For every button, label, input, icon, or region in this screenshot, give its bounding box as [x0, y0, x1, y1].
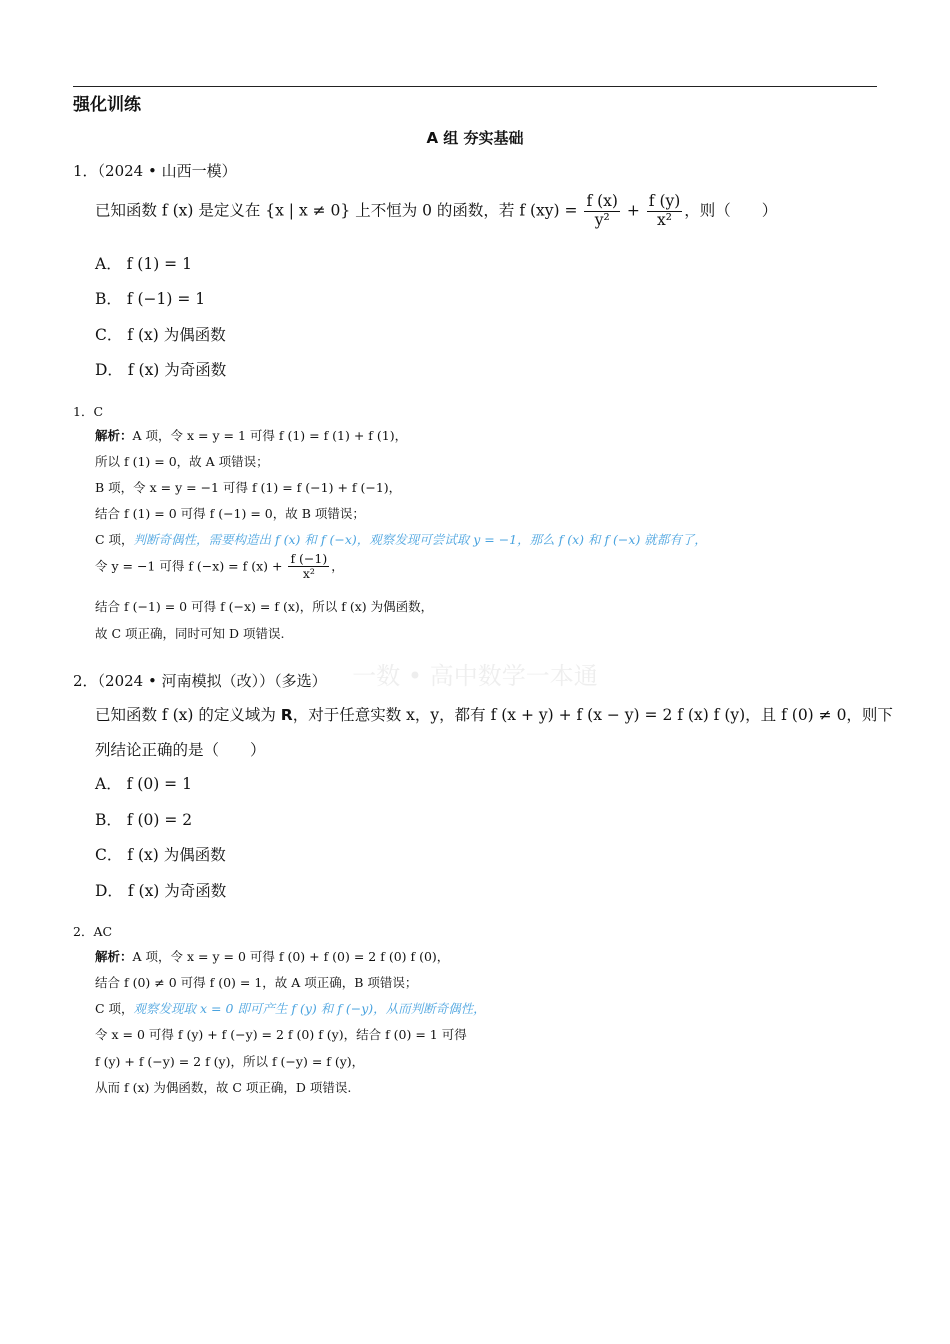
answer-2-line: 令 x = 0 可得 f (y) + f (−y) = 2 f (0) f (y)，结合 f (0) = 1 可得	[95, 1027, 467, 1042]
option-a: A． f (1) = 1	[95, 255, 192, 273]
answer-text: A 项，令 x = y = 1 可得 f (1) = f (1) + f (1)，	[132, 428, 408, 443]
group-title: A 组 夯实基础	[426, 129, 524, 147]
answer-text: 令 y = −1 可得 f (−x) = f (x) +	[95, 558, 287, 574]
question-2-stem	[95, 703, 893, 725]
question-1-heading: 1．（2024 • 山西一模）	[73, 162, 237, 180]
real-set-symbol: R	[280, 706, 293, 724]
hint-text: 判断奇偶性，需要构造出 f (x) 和 f (−x)，观察发现可尝试取 y = −1，那么 f (x) 和 f (−x) 就都有了，	[133, 532, 707, 547]
fraction-denominator: y²	[594, 210, 610, 229]
option-d: D． f (x) 为奇函数	[95, 361, 227, 379]
question-1-stem	[95, 193, 777, 230]
option-b: B． f (0) = 2	[95, 811, 193, 829]
analysis-label: 解析：	[95, 428, 133, 443]
answer-1-number: 1．C	[73, 404, 104, 419]
answer-text: C 项，	[95, 532, 134, 547]
fraction	[647, 193, 683, 230]
answer-1-line	[95, 426, 407, 444]
hint-text: 观察发现取 x = 0 即可产生 f (y) 和 f (−y)，从而判断奇偶性，	[133, 1001, 486, 1016]
stem-text: ，对于任意实数 x，y，都有 f (x + y) + f (x − y) = 2 f (x) f (y)，且 f (0) ≠ 0，则下	[292, 706, 893, 724]
option-d: D． f (x) 为奇函数	[95, 882, 227, 900]
answer-1-line	[95, 552, 344, 582]
fraction	[584, 193, 620, 230]
plus-sign: +	[621, 201, 645, 220]
answer-text: C 项，	[95, 1001, 134, 1016]
stem-text: 已知函数 f (x) 是定义在 {x | x ≠ 0} 上不恒为 0 的函数，若 f (xy) =	[95, 201, 583, 220]
top-rule	[73, 86, 877, 87]
fraction-numerator: f (−1)	[290, 551, 328, 566]
fraction-denominator: x²	[657, 210, 673, 229]
fraction-numerator: f (y)	[648, 192, 681, 210]
answer-1-line: B 项，令 x = y = −1 可得 f (1) = f (−1) + f (−1)，	[95, 480, 402, 495]
stem-text: 已知函数 f (x) 的定义域为	[95, 706, 281, 724]
fraction-denominator: x²	[302, 566, 315, 582]
option-b: B． f (−1) = 1	[95, 290, 206, 308]
option-a: A． f (0) = 1	[95, 775, 192, 793]
option-c: C． f (x) 为偶函数	[95, 326, 226, 344]
answer-2-line	[95, 947, 449, 965]
answer-1-line: 结合 f (1) = 0 可得 f (−1) = 0，故 B 项错误；	[95, 506, 365, 521]
answer-1-line: 结合 f (−1) = 0 可得 f (−x) = f (x)，所以 f (x) 为偶函数，	[95, 599, 434, 614]
answer-2-line	[95, 999, 486, 1017]
watermark: 一数 • 高中数学一本通	[352, 662, 598, 690]
answer-1-line: 所以 f (1) = 0，故 A 项错误；	[95, 454, 269, 469]
fraction	[288, 552, 329, 582]
question-2-heading: 2．（2024 • 河南模拟（改））（多选）	[73, 672, 327, 690]
answer-2-line: 从而 f (x) 为偶函数，故 C 项正确，D 项错误.	[95, 1080, 352, 1095]
answer-1-line: 故 C 项正确，同时可知 D 项错误.	[95, 626, 285, 641]
answer-1-line	[95, 530, 707, 548]
analysis-label: 解析：	[95, 949, 133, 964]
answer-2-line: f (y) + f (−y) = 2 f (y)，所以 f (−y) = f (y)，	[95, 1054, 365, 1069]
answer-2-line: 结合 f (0) ≠ 0 可得 f (0) = 1，故 A 项正确，B 项错误；	[95, 975, 418, 990]
answer-text: ，	[331, 558, 344, 574]
stem-text: ，则（ ）	[684, 201, 778, 220]
answer-2-number: 2．AC	[73, 924, 113, 939]
option-c: C． f (x) 为偶函数	[95, 846, 226, 864]
question-2-stem-line2: 列结论正确的是（ ）	[95, 741, 266, 759]
fraction-numerator: f (x)	[586, 192, 618, 210]
answer-text: A 项，令 x = y = 0 可得 f (0) + f (0) = 2 f (0) f (0)，	[132, 949, 450, 964]
section-title: 强化训练	[73, 95, 141, 115]
